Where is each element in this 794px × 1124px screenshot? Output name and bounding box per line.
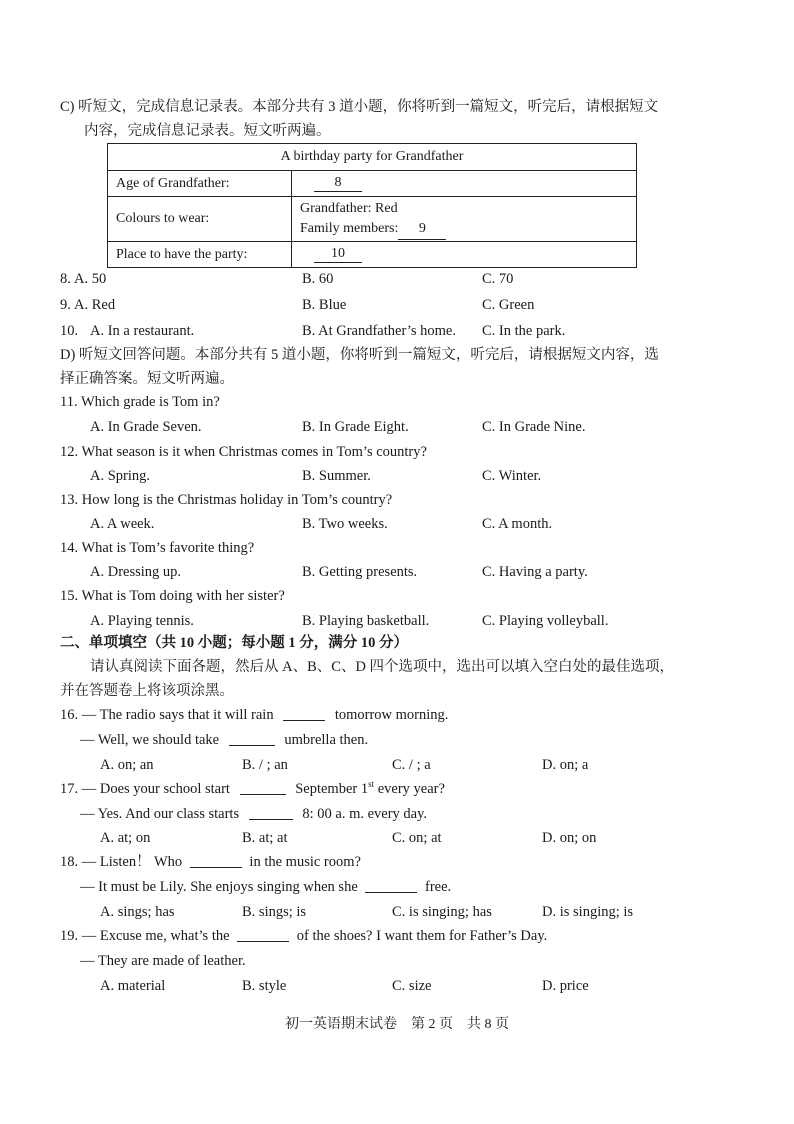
q12-option-c[interactable]: C. Winter.: [482, 468, 542, 484]
q18-blank-2[interactable]: [365, 878, 417, 893]
section-c-instruction-line2: 内容，完成信息记录表。短文听两遍。: [84, 123, 331, 139]
q13-stem: 13. How long is the Christmas holiday in Tom’s country?: [60, 492, 393, 508]
blank-10[interactable]: 10: [314, 246, 362, 263]
q18-option-c[interactable]: C. is singing; has: [392, 904, 492, 920]
q18-option-b[interactable]: B. sings; is: [242, 904, 307, 920]
q9-option-b[interactable]: B. Blue: [302, 297, 347, 313]
q15-option-c[interactable]: C. Playing volleyball.: [482, 613, 609, 629]
section-d-instruction-line2: 择正确答案。短文听两遍。: [60, 371, 234, 387]
q18-line2-text-a: — It must be Lily. She enjoys singing when she: [80, 879, 358, 895]
q16-line2: [80, 731, 368, 749]
blank-8[interactable]: 8: [314, 175, 362, 192]
q18-line2: [80, 878, 451, 896]
q16-option-b[interactable]: B. / ; an: [242, 757, 288, 773]
q19-option-d[interactable]: D. price: [542, 978, 589, 994]
q17-option-b[interactable]: B. at; at: [242, 830, 288, 846]
q15-option-a[interactable]: A. Playing tennis.: [90, 613, 194, 629]
colour-family-row: [300, 219, 636, 240]
q18-blank-1[interactable]: [190, 853, 242, 868]
q19-option-c[interactable]: C. size: [392, 978, 432, 994]
part2-instruction-line2: 并在答题卷上将该项涂黑。: [60, 683, 234, 699]
q11-option-b[interactable]: B. In Grade Eight.: [302, 419, 409, 435]
q14-option-c[interactable]: C. Having a party.: [482, 564, 588, 580]
q11-option-c[interactable]: C. In Grade Nine.: [482, 419, 586, 435]
q8-option-b[interactable]: B. 60: [302, 271, 334, 287]
q17-option-a[interactable]: A. at; on: [100, 830, 151, 846]
q15-option-b[interactable]: B. Playing basketball.: [302, 613, 430, 629]
q19-line1-text-a: 19. — Excuse me, what’s the: [60, 928, 230, 944]
q16-option-d[interactable]: D. on; a: [542, 757, 589, 773]
section-d-instruction-line1: D) 听短文回答问题。本部分共有 5 道小题，你将听到一篇短文，听完后，请根据短文内容，选: [60, 347, 659, 363]
table-title: A birthday party for Grandfather: [108, 144, 637, 171]
table-cell-place: [292, 242, 637, 268]
q12-stem: 12. What season is it when Christmas comes in Tom’s country?: [60, 444, 427, 460]
q17-option-d[interactable]: D. on; on: [542, 830, 597, 846]
table-cell-age: [292, 171, 637, 197]
blank-9[interactable]: 9: [398, 219, 446, 240]
q11-stem: 11. Which grade is Tom in?: [60, 394, 220, 410]
table-label-age: Age of Grandfather:: [108, 171, 292, 197]
q16-line2-text-b: umbrella then.: [284, 732, 369, 748]
q19-option-a[interactable]: A. material: [100, 978, 166, 994]
q19-option-b[interactable]: B. style: [242, 978, 287, 994]
q10-option-a[interactable]: A. In a restaurant.: [90, 323, 195, 339]
q13-option-b[interactable]: B. Two weeks.: [302, 516, 388, 532]
q17-line2-text-b: 8: 00 a. m. every day.: [302, 806, 428, 822]
colour-grandfather: Grandfather: Red: [300, 200, 398, 216]
table-cell-colours: [292, 197, 637, 242]
q16-line1: [60, 706, 448, 724]
q14-option-a[interactable]: A. Dressing up.: [90, 564, 182, 580]
family-members-label: Family members:: [300, 220, 399, 236]
q19-blank-1[interactable]: [237, 927, 289, 942]
q17-blank-1[interactable]: [240, 780, 286, 795]
q8-option-a[interactable]: A. 50: [74, 271, 107, 287]
table-label-colours: Colours to wear:: [108, 197, 292, 242]
q10-number: 10.: [60, 323, 79, 339]
q13-option-a[interactable]: A. A week.: [90, 516, 155, 532]
q9-option-c[interactable]: C. Green: [482, 297, 535, 313]
q12-option-b[interactable]: B. Summer.: [302, 468, 371, 484]
q17-option-c[interactable]: C. on; at: [392, 830, 442, 846]
q8-option-c[interactable]: C. 70: [482, 271, 514, 287]
q16-option-c[interactable]: C. / ; a: [392, 757, 431, 773]
q18-line1-text-b: in the music room?: [249, 854, 361, 870]
q17-line1: [60, 780, 445, 798]
part2-instruction-line1: 请认真阅读下面各题，然后从 A、B、C、D 四个选项中，选出可以填入空白处的最佳选项，: [90, 659, 675, 675]
q8-number: 8.: [60, 271, 71, 287]
page-footer: 初一英语期末试卷 第 2 页 共 8 页: [285, 1017, 509, 1032]
q14-stem: 14. What is Tom’s favorite thing?: [60, 540, 255, 556]
q9-number: 9.: [60, 297, 71, 313]
q9-option-a[interactable]: A. Red: [74, 297, 116, 313]
q16-option-a[interactable]: A. on; an: [100, 757, 154, 773]
q19-line1: [60, 927, 547, 945]
table-label-place: Place to have the party:: [108, 242, 292, 268]
q16-line1-text-b: tomorrow morning.: [334, 707, 449, 723]
q16-blank-1[interactable]: [283, 706, 325, 721]
q11-option-a[interactable]: A. In Grade Seven.: [90, 419, 202, 435]
q18-line1: [60, 853, 361, 871]
q18-option-a[interactable]: A. sings; has: [100, 904, 175, 920]
part2-title: 二、单项填空（共 10 小题；每小题 1 分，满分 10 分）: [60, 635, 408, 651]
q17-line1-text-c: every year?: [374, 781, 445, 797]
q18-line1-text-a: 18. — Listen！ Who: [60, 854, 183, 870]
q15-stem: 15. What is Tom doing with her sister?: [60, 588, 285, 604]
info-record-table: [107, 143, 637, 268]
q14-option-b[interactable]: B. Getting presents.: [302, 564, 418, 580]
q16-line1-text-a: 16. — The radio says that it will rain: [60, 707, 274, 723]
section-c-instruction-line1: C) 听短文，完成信息记录表。本部分共有 3 道小题，你将听到一篇短文，听完后，请根据短文: [60, 99, 659, 115]
q17-line1-text-b: September 1: [295, 781, 369, 797]
q16-blank-2[interactable]: [229, 731, 275, 746]
q16-line2-text-a: — Well, we should take: [80, 732, 220, 748]
q10-option-b[interactable]: B. At Grandfather’s home.: [302, 323, 456, 339]
q18-line2-text-b: free.: [425, 879, 452, 895]
q13-option-c[interactable]: C. A month.: [482, 516, 553, 532]
q17-line2: [80, 805, 427, 823]
q18-option-d[interactable]: D. is singing; is: [542, 904, 634, 920]
q17-blank-2[interactable]: [249, 805, 293, 820]
q19-line1-text-b: of the shoes? I want them for Father’s Day.: [296, 928, 548, 944]
q12-option-a[interactable]: A. Spring.: [90, 468, 151, 484]
q17-line1-text-a: 17. — Does your school start: [60, 781, 230, 797]
q10-option-c[interactable]: C. In the park.: [482, 323, 566, 339]
q17-line2-text-a: — Yes. And our class starts: [80, 806, 240, 822]
q19-line2: — They are made of leather.: [80, 953, 246, 969]
q17-superscript: st: [368, 779, 375, 790]
